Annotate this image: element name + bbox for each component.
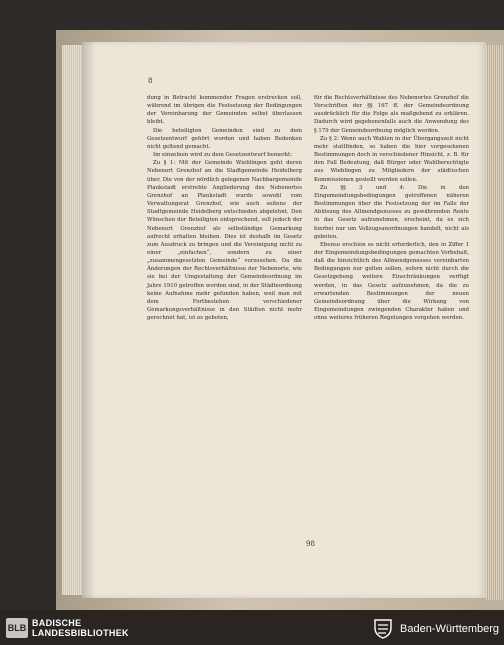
page-top-number: 8	[148, 77, 153, 85]
blb-logo[interactable]: BLB	[6, 618, 28, 638]
paragraph: dung in Betracht kommender Fragen erstrecken soll, während im übrigen die Festsetzung der Bedingungen der Vereinbarung der Gemeinden selbst überlassen bleibt.	[147, 95, 302, 126]
page-edges-left	[62, 45, 82, 595]
paragraph: Zu §§ 3 und 4: Die in den Eingemeindungsbedingungen getroffenen näheren Bestimmungen über die Festsetzung der im Falle der Ablösung des Allmendgenusses zu gewährenden Rente in das Gesetz aufzunehmen, erscheint, da es sich hierbei nur um Vollzugsanordnungen handelt, nicht als geboten.	[314, 184, 469, 240]
paragraph: Im einzelnen wird zu dem Gesetzentwurf bemerkt:	[153, 152, 292, 159]
text-column-right	[314, 94, 469, 322]
paragraph: Zu § 1: Mit der Gemeinde Wieblingen geht deren Nebenort Grenzhof an die Stadtgemeinde Heidelberg über. Die von der nördlich gelegenen Nachbargemeinde Plankstadt erstrebte Angliederung des Nebenortes Grenzhof an Plankstadt wurde sowohl vom Verwaltungsrat Grenzhof, wie auch seitens der Stadtgemeinde Heidelberg entschieden abgelehnt. Den Wünschen der Beteiligten entsprechend, soll jedoch der Nebenort Grenzhof als selbständige Gemarkung aufrecht erhalten bleiben. Dies ist deshalb im Gesetz zum Ausdruck zu bringen und die Vereinigung nicht zu einer „einfachen“, sondern zu einer „zusammengesetzten Gemeinde“ vorzusehen. Da die Änderungen der Rechtsverhältnisse der Nebenorte, wie sie bei der Umgestaltung der Gemeindeordnung im Jahre 1910 getroffen worden sind, in der Städteordnung keine Aufnahme mehr gefunden haben, weil man mit dem Fortbestehen verschiedener Gemarkungsverhältnisse in den Städten nicht mehr gerechnet hat, ist es geboten,	[147, 160, 302, 322]
library-name[interactable]	[32, 618, 129, 638]
paragraph: Die beteiligten Gemeinden sind zu dem Gesetzentwurf gehört worden und haben Bedenken nicht geltend gemacht.	[147, 127, 302, 150]
page-folio: 98	[306, 540, 315, 548]
footer-bar	[0, 610, 504, 645]
state-name[interactable]: Baden-Württemberg	[400, 623, 500, 635]
coat-of-arms-icon	[372, 617, 394, 639]
spine-shadow	[82, 42, 96, 598]
text-column-left	[147, 94, 302, 322]
page-edges-right	[486, 45, 504, 600]
paragraph: Ebenso erschien es nicht erforderlich, den in Ziffer 1 der Eingemeindungsbedingungen gemachten Vorbehalt, daß die hinsichtlich des Allmendgenusses vereinbarten Bedingungen nur gelten sollen, sofern nicht durch die Gesetzgebung weitere Einschränkungen verfügt werden, in das Gesetz aufzunehmen, da die zu erwartenden Bestimmungen der neuen Gemeindeordnung über die Wirkung von Eingemeindungen zwingenden Charakter haben und ohne weiteres früheren Regelungen vorgehen werden.	[314, 241, 469, 322]
library-name-line1: BADISCHE	[32, 618, 82, 628]
paragraph: Zu § 2: Wenn auch Wahlen in der Übergangszeit nicht mehr stattfinden, so haben die hier vorgesehenen Bestimmungen doch in verschiedener Hinsicht, z. B. für den Fall Bedeutung, daß Bürger oder Wahlberechtigte aus Wieblingen zu Mitgliedern der städtischen Kommissionen gestellt werden sollen.	[314, 135, 469, 183]
library-name-line2: LANDESBIBLIOTHEK	[32, 628, 129, 638]
paragraph: für die Rechtsverhältnisse des Nebenortes Grenzhof die Vorschriften der §§ 167 ff. der Gemeindeordnung ausdrücklich für die Folge als maßgebend zu erklären. Dadurch wird gegebenenfalls auch die Anwendung des § 179 der Gemeindeordnung möglich werden.	[314, 95, 469, 134]
